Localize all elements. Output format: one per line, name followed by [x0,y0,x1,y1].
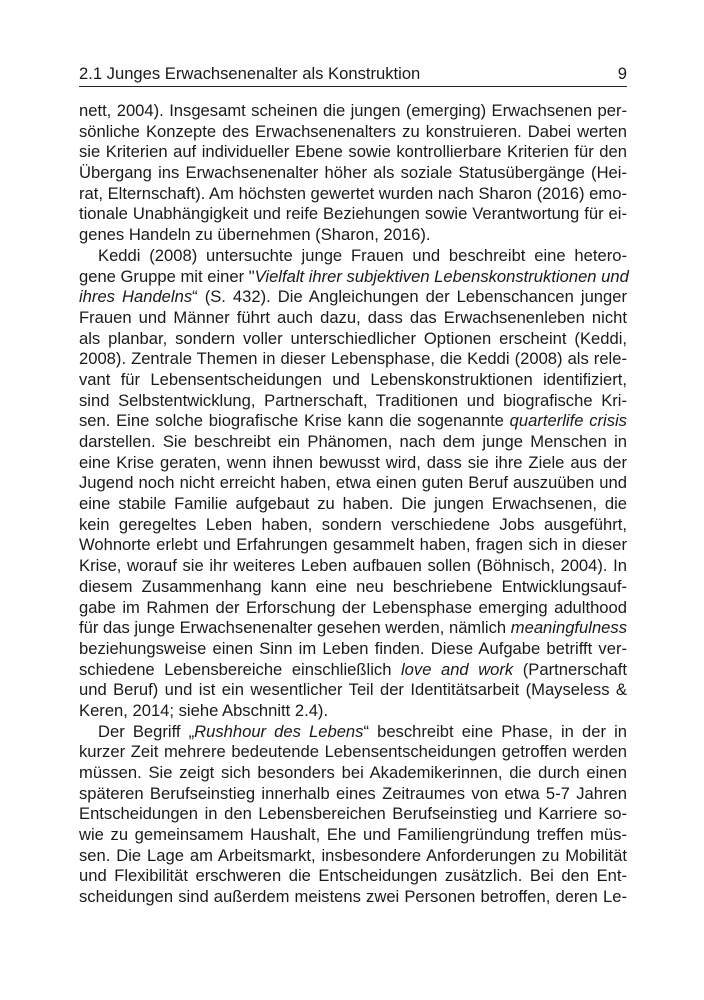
text-line: müssen. Sie zeigt sich besonders bei Akademikerinnen, die durch einen [79,763,627,782]
text-segment: “ (S. 432). Die Angleichungen der Lebenschancen junger [192,287,628,307]
text-line: Wohnorte erlebt und Erfahrungen gesammelt haben, fragen sich in dieser [79,535,627,555]
text-line: sen. Die Lage am Arbeitsmarkt, insbesondere Anforderungen zu Mobilität [79,845,627,865]
text-line [79,722,627,743]
text-line: vant für Lebensentscheidungen und Lebenskonstruktionen identifiziert, [79,369,627,389]
text-line: Keddi (2008) untersuchte junge Frauen und beschreibt eine hetero- [98,245,627,265]
text-segment: sen. Eine solche biografische Krise kann die sogenannte [79,411,510,431]
text-line: darstellen. Sie beschreibt ein Phänomen, nach dem junge Menschen in [79,432,627,451]
text-segment: gene Gruppe mit einer " [79,266,255,286]
text-segment: für das junge Erwachsenenalter gesehen werden, nämlich [79,618,511,638]
text-line [79,660,627,681]
text-line: kein geregeltes Leben haben, sondern verschiedene Jobs ausgeführt, [79,514,627,534]
body-text [79,101,627,908]
text-line: sind Selbstentwicklung, Partnerschaft, Traditionen und biografische Kri- [79,390,627,410]
text-segment: (Partnerschaft [513,659,627,679]
italic-text: Vielfalt ihrer subjektiven Lebenskonstruktionen und [254,266,629,286]
text-line: diesem Zusammenhang kann eine neu beschriebene Entwicklungsauf- [79,576,627,596]
chapter-title: 2.1 Junges Erwachsenenalter als Konstruktion [79,64,421,83]
text-line: rat, Elternschaft). Am höchsten gewertet wurden nach Sharon (2016) emo- [79,183,627,203]
text-line: und Beruf) und ist ein wesentlicher Teil der Identitätsarbeit (Mayseless & [79,680,627,700]
text-line [79,287,627,308]
text-line: 2008). Zentrale Themen in dieser Lebensphase, die Keddi (2008) als rele- [79,349,627,369]
running-header [79,64,627,87]
text-line: sönliche Konzepte des Erwachsenenalters zu konstruieren. Dabei werten [79,121,627,141]
italic-text: love and work [400,659,514,679]
text-line [79,267,627,288]
italic-text: Rushhour des Lebens [194,721,364,741]
text-line: kurzer Zeit mehrere bedeutende Lebensentscheidungen getroffen werden [79,742,627,762]
text-line: Entscheidungen in den Lebensbereichen Berufseinstieg und Karriere so- [79,804,627,824]
text-line: als planbar, sondern voller unterschiedlicher Optionen erscheint (Keddi, [79,328,627,348]
text-segment: Der Begriff „ [98,721,195,741]
italic-text: ihres Handelns [79,287,193,307]
text-line: sie Kriterien auf individueller Ebene sowie kontrollierbare Kriterien für den [79,142,627,162]
page-number: 9 [617,64,627,83]
text-line: Keren, 2014; siehe Abschnitt 2.4). [79,700,329,720]
text-line: Frauen und Männer führt auch dazu, dass das Erwachsenenleben nicht [79,307,627,327]
text-line: scheidungen sind außerdem meistens zwei Personen betroffen, deren Le- [79,887,627,907]
text-line [79,618,627,639]
text-line [79,411,627,432]
text-line: Übergang ins Erwachsenenalter höher als soziale Statusübergänge (Hei- [79,163,627,183]
text-line: Krise, worauf sie ihr weiteres Leben aufbauen sollen (Böhnisch, 2004). In [79,556,627,576]
text-line: und Flexibilität erschweren die Entscheidungen zusätzlich. Bei den Ent- [79,866,627,886]
text-segment: “ beschreibt eine Phase, in der in [363,721,627,741]
italic-text: meaningfulness [510,618,627,638]
text-line: tionale Unabhängigkeit und reife Beziehungen sowie Verantwortung für ei- [79,204,627,224]
text-line: gabe im Rahmen der Erforschung der Lebensphase emerging adulthood [79,597,627,617]
text-line: beziehungsweise einen Sinn im Leben finden. Diese Aufgabe betrifft ver- [79,638,627,658]
text-line: eine stabile Familie aufgebaut zu haben. Die jungen Erwachsenen, die [79,494,627,514]
text-line: eine Krise geraten, wenn ihnen bewusst wird, dass sie ihre Ziele aus der [79,452,627,472]
text-line: späteren Berufseinstieg innerhalb eines Zeitraumes von etwa 5-7 Jahren [79,783,627,803]
italic-text: quarterlife crisis [509,411,627,431]
text-line: Jugend noch nicht erreicht haben, etwa einen guten Beruf auszuüben und [79,473,627,493]
text-segment: schiedene Lebensbereiche einschließlich [79,659,401,679]
text-line: genes Handeln zu übernehmen (Sharon, 2016). [79,225,431,245]
text-line: wie zu gemeinsamem Haushalt, Ehe und Familiengründung treffen müs- [79,825,627,845]
text-line: nett, 2004). Insgesamt scheinen die jungen (emerging) Erwachsenen per- [79,101,627,120]
